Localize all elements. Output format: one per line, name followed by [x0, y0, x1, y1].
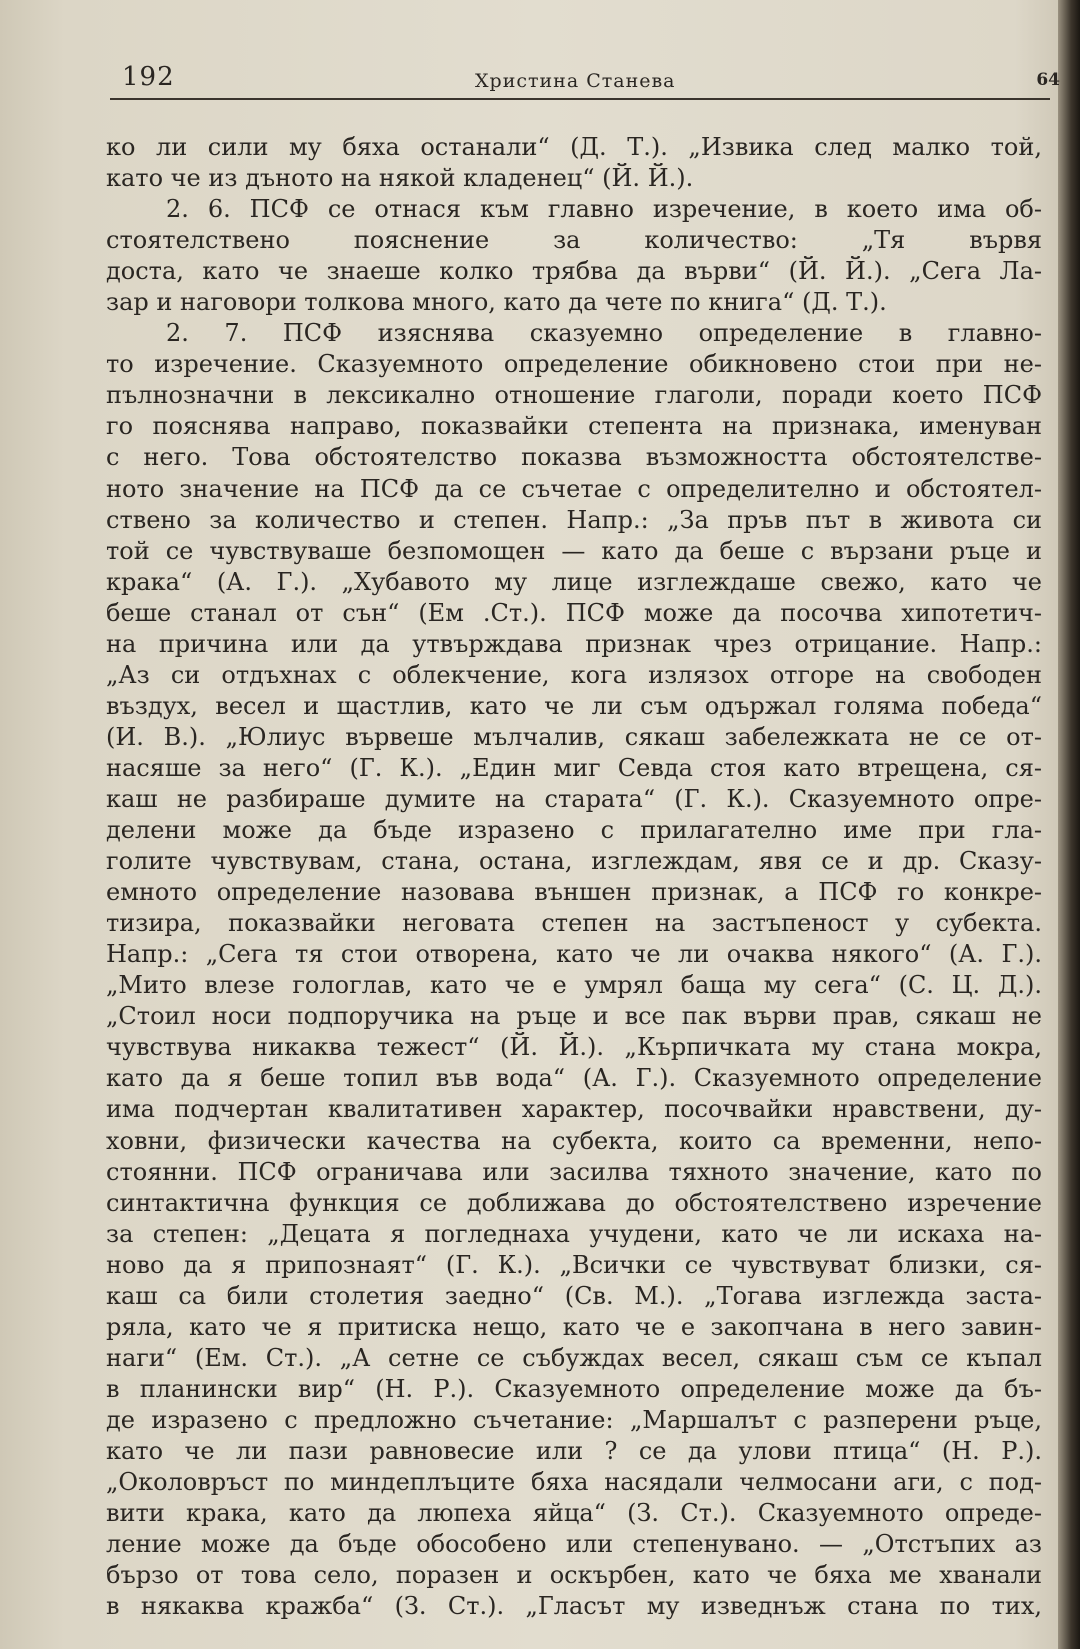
text-line: „Аз си отдъхнах с облекчение, кога излязох отгоре на свободен — [106, 660, 1042, 689]
text-line: каш са били столетия заедно“ (Св. М.). „Тогава изглежда заста- — [106, 1281, 1042, 1310]
text-line: ряла, като че я притиска нещо, като че е закопчана в него завин- — [106, 1312, 1042, 1341]
text-line: емното определение назовава външен признак, а ПСФ го конкре- — [106, 878, 1042, 907]
text-line: ховни, физически качества на субекта, които са временни, непо- — [106, 1126, 1042, 1155]
text-line: въздух, весел и щастлив, като че ли съм одържал голяма победа“ — [106, 691, 1042, 720]
text-line: „Околовръст по миндеплъците бяха насядали челмосани аги, с под- — [106, 1468, 1042, 1497]
text-line: има подчертан квалитативен характер, посочвайки нравствени, ду- — [106, 1095, 1042, 1124]
text-line: доста, като че знаеше колко трябва да върви“ (Й. Й.). „Сега Ла- — [106, 257, 1042, 286]
text-line: де изразено с предложно съчетание: „Маршалът с разперени ръце, — [106, 1405, 1042, 1434]
text-line: тизира, показвайки неговата степен на застъпеност у субекта. — [106, 909, 1042, 938]
text-line: ното значение на ПСФ да се съчетае с определително и обстоятел- — [106, 474, 1042, 503]
text-line: с него. Това обстоятелство показва възможността обстоятелстве- — [106, 443, 1042, 472]
edge-number: 64 — [1036, 70, 1060, 90]
text-line: стоянни. ПСФ ограничава или засилва тяхното значение, като по — [106, 1157, 1042, 1186]
header-rule — [110, 98, 1050, 100]
text-line: пълнозначни в лексикално отношение глаголи, поради което ПСФ — [106, 381, 1042, 410]
text-line: стоятелствено пояснение за количество: „Тя вървя — [106, 226, 1042, 255]
text-line: ново да я припознаят“ (Г. К.). „Всички се чувствуват близки, ся- — [106, 1250, 1042, 1279]
page-binding-edge — [1058, 0, 1080, 1649]
text-line: за степен: „Децата я погледнаха учудени, като че ли искаха на- — [106, 1219, 1042, 1248]
text-line: като да я беше топил във вода“ (А. Г.). Сказуемното определение — [106, 1064, 1042, 1093]
text-line: вити крака, като да люпеха яйца“ (З. Ст.). Сказуемното опреде- — [106, 1499, 1042, 1528]
text-line: синтактична функция се доближава до обстоятелствено изречение — [106, 1188, 1042, 1217]
running-head-author: Христина Станева — [475, 70, 676, 92]
text-line: голите чувствувам, стана, остана, изглеждам, явя се и др. Сказу- — [106, 847, 1042, 876]
text-line: наги“ (Ем. Ст.). „А сетне се събуждах весел, сякаш съм се къпал — [106, 1343, 1042, 1372]
text-line: чувствува никаква тежест“ (Й. Й.). „Кърпичката му стана мокра, — [106, 1033, 1042, 1062]
page-number: 192 — [122, 62, 175, 92]
text-line: в планински вир“ (Н. Р.). Сказуемното определение може да бъ- — [106, 1374, 1042, 1403]
text-line: ление може да бъде обособено или степенувано. — „Отстъпих аз — [106, 1530, 1042, 1559]
text-line: делени може да бъде изразено с прилагателно име при гла- — [106, 816, 1042, 845]
text-line: го пояснява направо, показвайки степента на признака, именуван — [106, 412, 1042, 441]
page-header — [110, 58, 1060, 102]
text-line: 2. 6. ПСФ се отнася към главно изречение, в което има об- — [166, 195, 1042, 224]
text-line: „Стоил носи подпоручика на ръце и все пак върви прав, сякаш не — [106, 1002, 1042, 1031]
text-line: 2. 7. ПСФ изяснява сказуемно определение в главно- — [166, 319, 1042, 348]
body-text — [106, 132, 1042, 1622]
text-line: зар и наговори толкова много, като да чете по книга“ (Д. Т.). — [106, 288, 887, 317]
text-line: ствено за количество и степен. Напр.: „За пръв път в живота си — [106, 505, 1042, 534]
text-line: ко ли сили му бяха останали“ (Д. Т.). „Извика след малко той, — [106, 133, 1042, 161]
text-line: то изречение. Сказуемното определение обикновено стои при не- — [106, 350, 1042, 379]
text-line: „Мито влезе гологлав, като че е умрял баща му сега“ (С. Ц. Д.). — [106, 971, 1042, 1000]
text-line: бързо от това село, поразен и оскърбен, като че бяха ме хванали — [106, 1561, 1042, 1590]
text-line: беше станал от сън“ (Ем .Ст.). ПСФ може да посочва хипотетич- — [106, 598, 1042, 627]
text-line: насяше за него“ (Г. К.). „Един миг Севда стоя като втрещена, ся- — [106, 753, 1042, 782]
text-line: на причина или да утвърждава признак чрез отрицание. Напр.: — [106, 629, 1042, 658]
text-line: като че ли пази равновесие или ? се да улови птица“ (Н. Р.). — [106, 1436, 1042, 1465]
text-line: като че из дъното на някой кладенец“ (Й. Й.). — [106, 164, 694, 193]
text-line: в някаква кражба“ (З. Ст.). „Гласът му изведнъж стана по тих, — [106, 1592, 1042, 1621]
text-line: той се чувствуваше безпомощен — като да беше с вързани ръце и — [106, 536, 1042, 565]
text-line: крака“ (А. Г.). „Хубавото му лице изглеждаше свежо, като че — [106, 567, 1042, 596]
text-line: каш не разбираше думите на старата“ (Г. К.). Сказуемното опре- — [106, 784, 1042, 813]
text-line: (И. В.). „Юлиус вървеше мълчалив, сякаш забележката не се от- — [106, 722, 1042, 751]
text-line: Напр.: „Сега тя стои отворена, като че ли очаква някого“ (А. Г.). — [106, 940, 1042, 969]
